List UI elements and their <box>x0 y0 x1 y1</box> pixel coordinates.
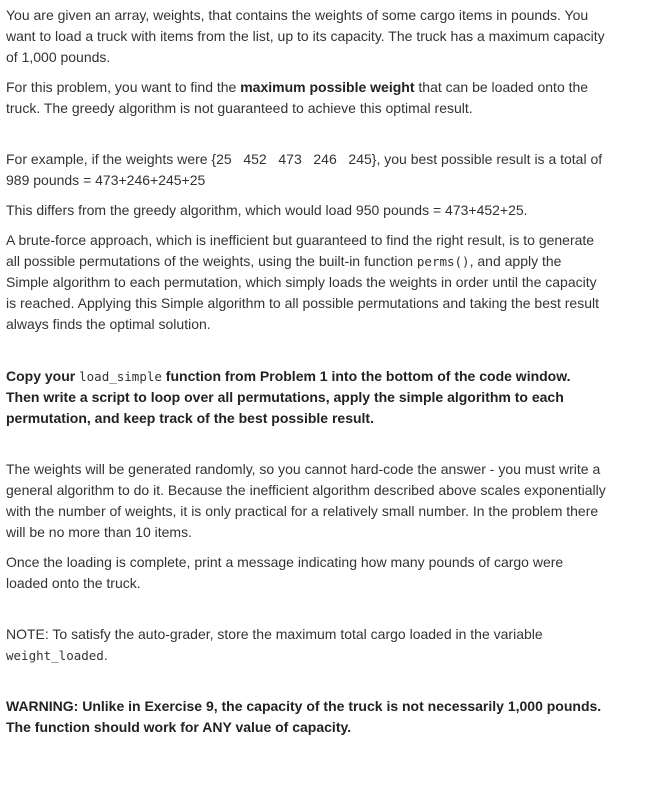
task-instructions-paragraph <box>6 366 606 429</box>
intro-paragraph: You are given an array, weights, that contains the weights of some cargo items in pounds. You want to load a truck with items from the list, up to its capacity. The truck has a maximum capacity of 1,000 pounds. <box>6 7 605 65</box>
autograder-note-paragraph <box>6 624 606 666</box>
note-text: NOTE: To satisfy the auto-grader, store the maximum total cargo loaded in the variable <box>6 626 543 642</box>
brute-force-text-after: , and apply the Simple algorithm to each permutation, which simply loads the weights in order until the capacity is reached. Applying this Simple algorithm to all possible permutations and taking the best result always finds the optimal solution. <box>6 253 599 332</box>
weight-loaded-code: weight_loaded <box>6 648 104 663</box>
task-text-after: function from Problem 1 into the bottom of the code window. Then write a script to loop over all permutations, apply the simple algorithm to each permutation, and keep track of the best possible result. <box>6 368 571 426</box>
task-text-before: Copy your <box>6 368 80 384</box>
example-weights-array: {25 452 473 246 245} <box>211 151 377 167</box>
example-text-before: For example, if the weights were <box>6 151 212 167</box>
spacer <box>6 438 606 459</box>
objective-text-before: For this problem, you want to find the <box>6 79 241 95</box>
objective-paragraph <box>6 77 606 119</box>
note-text-after: . <box>103 647 108 663</box>
warning-paragraph <box>6 696 606 738</box>
warning-bold: WARNING: Unlike in Exercise 9, the capacity of the truck is not necessarily 1,000 pounds. The function should work for ANY value of capacity. <box>6 698 602 735</box>
perms-function-code: perms() <box>416 254 470 269</box>
objective-text-after: that can be loaded onto the truck. The greedy algorithm is not guaranteed to achieve this optimal result. <box>6 79 589 116</box>
spacer <box>6 128 606 149</box>
brute-force-paragraph <box>6 230 606 335</box>
spacer <box>6 675 606 696</box>
load-simple-code: load_simple <box>79 369 162 384</box>
brute-force-text-before: A brute-force approach, which is inefficient but guaranteed to find the right result, is to generate all possible permutations of the weights, using the built-in function <box>6 232 595 269</box>
print-message-paragraph: Once the loading is complete, print a message indicating how many pounds of cargo were loaded onto the truck. <box>6 554 564 591</box>
objective-emphasis: maximum possible weight <box>240 79 415 95</box>
spacer <box>6 344 606 366</box>
example-paragraph <box>6 149 606 191</box>
example-text-after: , you best possible result is a total of 989 pounds = 473+246+245+25 <box>6 151 603 188</box>
random-weights-paragraph: The weights will be generated randomly, so you cannot hard-code the answer - you must write a general algorithm to do it. Because the inefficient algorithm described above scales exponentially with the number of weights, it is only practical for a relatively small number. In the problem there will be no more than 10 items. <box>6 461 606 540</box>
task-instructions-bold <box>6 368 571 426</box>
spacer <box>6 603 606 624</box>
greedy-comparison-paragraph: This differs from the greedy algorithm, which would load 950 pounds = 473+452+25. <box>6 202 528 218</box>
